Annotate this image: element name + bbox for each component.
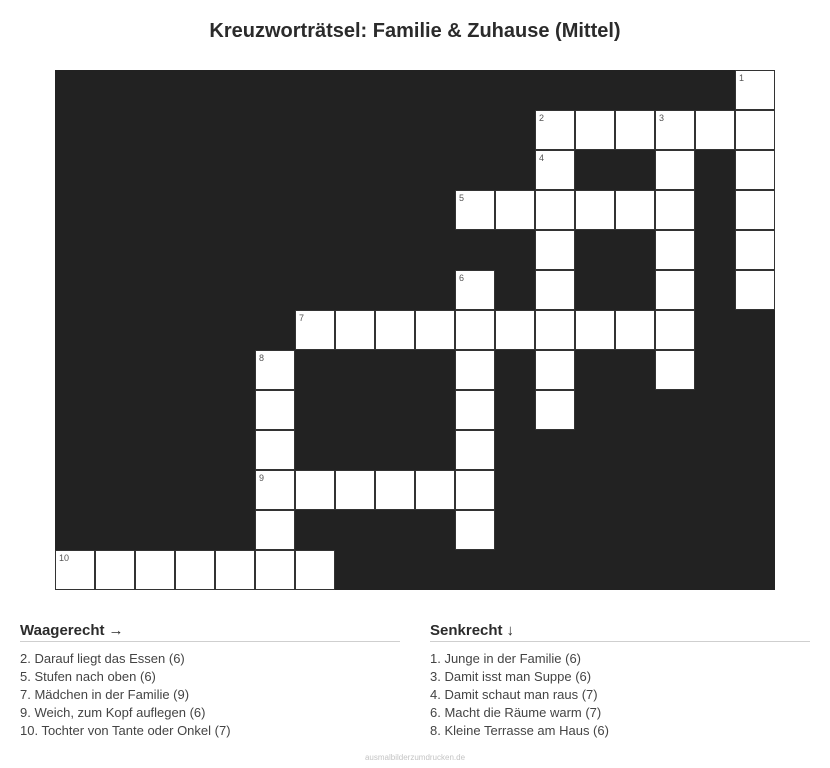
- crossword-cell[interactable]: [375, 310, 415, 350]
- crossword-cell[interactable]: [535, 270, 575, 310]
- crossword-cell[interactable]: [495, 190, 535, 230]
- crossword-cell[interactable]: [255, 350, 295, 390]
- crossword-cell[interactable]: [575, 190, 615, 230]
- crossword-cell[interactable]: [455, 310, 495, 350]
- crossword-cell[interactable]: [735, 150, 775, 190]
- across-heading: [20, 622, 400, 642]
- clue-item: 7. Mädchen in der Familie (9): [20, 687, 190, 702]
- crossword-cell[interactable]: [455, 350, 495, 390]
- clue-number: 10: [59, 553, 70, 563]
- crossword-cell[interactable]: [455, 270, 495, 310]
- crossword-grid: [55, 70, 775, 590]
- crossword-cell[interactable]: [535, 230, 575, 270]
- crossword-cell[interactable]: [255, 430, 295, 470]
- arrow-down-icon: ↓: [506, 622, 515, 639]
- crossword-cell[interactable]: [295, 550, 335, 590]
- crossword-cell[interactable]: [335, 310, 375, 350]
- clue-item: 4. Damit schaut man raus (7): [430, 687, 598, 702]
- crossword-cell[interactable]: [55, 550, 95, 590]
- crossword-cell[interactable]: [615, 310, 655, 350]
- clue-item: 5. Stufen nach oben (6): [20, 669, 156, 684]
- down-clue-list: [430, 650, 810, 740]
- crossword-cell[interactable]: [535, 110, 575, 150]
- crossword-cell[interactable]: [95, 550, 135, 590]
- crossword-cell[interactable]: [575, 310, 615, 350]
- crossword-cell[interactable]: [335, 470, 375, 510]
- crossword-cell[interactable]: [535, 310, 575, 350]
- crossword-cell[interactable]: [175, 550, 215, 590]
- clue-number: 3: [659, 113, 665, 123]
- footer-watermark: ausmalbilderzumdrucken.de: [364, 753, 466, 762]
- crossword-cell[interactable]: [135, 550, 175, 590]
- down-heading-label: Senkrecht: [430, 622, 503, 639]
- crossword-cell[interactable]: [735, 270, 775, 310]
- crossword-cell[interactable]: [615, 190, 655, 230]
- crossword-cell[interactable]: [655, 190, 695, 230]
- clue-number: 7: [299, 313, 305, 323]
- crossword-cell[interactable]: [255, 550, 295, 590]
- clue-number: 5: [459, 193, 465, 203]
- crossword-cell[interactable]: [415, 470, 455, 510]
- clue-item: 8. Kleine Terrasse am Haus (6): [430, 723, 609, 738]
- crossword-cell[interactable]: [615, 110, 655, 150]
- down-heading: [430, 622, 810, 642]
- clue-item: 1. Junge in der Familie (6): [430, 651, 582, 666]
- across-clue-list: [20, 650, 400, 740]
- clue-number: 2: [539, 113, 545, 123]
- crossword-cell[interactable]: [295, 310, 335, 350]
- crossword-cell[interactable]: [455, 390, 495, 430]
- clue-number: 6: [459, 273, 465, 283]
- crossword-cell[interactable]: [255, 390, 295, 430]
- clue-item: 9. Weich, zum Kopf auflegen (6): [20, 705, 206, 720]
- crossword-cell[interactable]: [455, 430, 495, 470]
- crossword-cell[interactable]: [215, 550, 255, 590]
- crossword-cell[interactable]: [735, 70, 775, 110]
- across-heading-label: Waagerecht: [20, 622, 105, 639]
- clue-item: 3. Damit isst man Suppe (6): [430, 669, 592, 684]
- crossword-cell[interactable]: [415, 310, 455, 350]
- crossword-cell[interactable]: [495, 310, 535, 350]
- crossword-cell[interactable]: [695, 110, 735, 150]
- clue-number: 1: [739, 73, 745, 83]
- crossword-cell[interactable]: [535, 190, 575, 230]
- page-title: Kreuzworträtsel: Familie & Zuhause (Mittel): [209, 20, 621, 42]
- clue-item: 6. Macht die Räume warm (7): [430, 705, 602, 720]
- clue-item: 10. Tochter von Tante oder Onkel (7): [20, 723, 231, 738]
- across-clues: [20, 622, 400, 740]
- crossword-cell[interactable]: [655, 310, 695, 350]
- crossword-cell[interactable]: [455, 190, 495, 230]
- crossword-cell[interactable]: [295, 470, 335, 510]
- clue-item: 2. Darauf liegt das Essen (6): [20, 651, 185, 666]
- crossword-cell[interactable]: [655, 110, 695, 150]
- arrow-right-icon: →: [108, 622, 124, 639]
- clue-number: 9: [259, 473, 265, 483]
- crossword-cell[interactable]: [655, 150, 695, 190]
- clue-number: 4: [539, 153, 545, 163]
- crossword-cell[interactable]: [375, 470, 415, 510]
- down-clues: [430, 622, 810, 740]
- crossword-cell[interactable]: [735, 190, 775, 230]
- crossword-cell[interactable]: [575, 110, 615, 150]
- crossword-cell[interactable]: [535, 350, 575, 390]
- crossword-cell[interactable]: [535, 390, 575, 430]
- crossword-cell[interactable]: [735, 110, 775, 150]
- crossword-cell[interactable]: [455, 510, 495, 550]
- crossword-cell[interactable]: [735, 230, 775, 270]
- crossword-cell[interactable]: [655, 230, 695, 270]
- crossword-cell[interactable]: [655, 350, 695, 390]
- crossword-cell[interactable]: [655, 270, 695, 310]
- crossword-cell[interactable]: [255, 510, 295, 550]
- crossword-cell[interactable]: [255, 470, 295, 510]
- crossword-cell[interactable]: [535, 150, 575, 190]
- crossword-cell[interactable]: [455, 470, 495, 510]
- clue-number: 8: [259, 353, 265, 363]
